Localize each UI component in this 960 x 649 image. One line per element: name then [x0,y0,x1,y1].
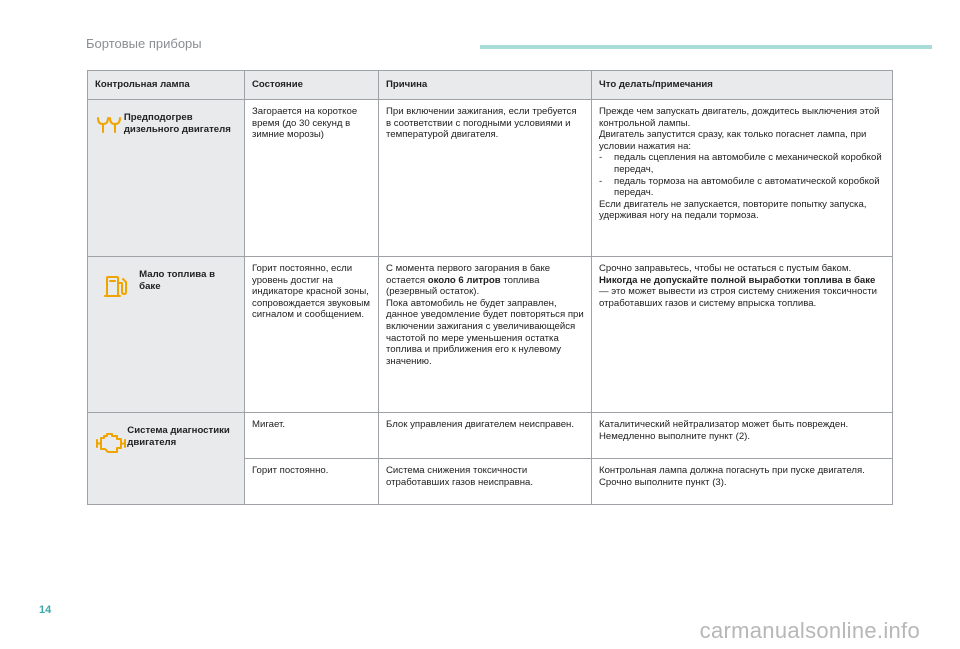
cause-cell: При включении зажигания, если требуется в соответствии с погодными условиями и температурой двигателя. [379,100,592,257]
glow-plug-icon [96,115,122,135]
action-text: — это может вывести из строя систему снижения токсичности отработавших газов и систему впрыска топлива. [599,286,877,309]
action-cell [592,100,893,257]
header-accent-bar [480,45,932,49]
column-header-state: Состояние [245,71,379,100]
state-cell: Горит постоянно, если уровень достиг на индикаторе красной зоны, сопровождается звуковым сигналом и сообщением. [245,257,379,413]
action-cell [592,257,893,413]
lamp-name: Предподогрев дизельного двигателя [123,112,231,135]
lamp-name: Система диагностики двигателя [127,425,230,448]
watermark: carmanualsonline.info [699,618,920,643]
action-text: Двигатель запустится сразу, как только погаснет лампа, при условии нажатия на: [599,129,867,152]
cause-highlight: около 6 литров [427,274,501,286]
page-number: 14 [39,604,52,616]
action-cell: Каталитический нейтрализатор может быть поврежден. Немедленно выполните пункт (2). [592,413,893,459]
table-row [88,100,893,257]
warning-lamps-table [87,70,893,505]
action-text: Срочно заправьтесь, чтобы не остаться с пустым баком. [599,263,852,274]
list-item: - педаль тормоза на автомобиле с автоматической коробкой передач. [599,175,880,199]
lamp-cell [88,257,245,413]
action-warning: Никогда не допускайте полной выработки топлива в баке [599,274,876,286]
cause-text: С момента первого загорания в баке остается [386,263,551,286]
action-cell: Контрольная лампа должна погаснуть при пуске двигателя. Срочно выполните пункт (3). [592,459,893,505]
lamp-name: Мало топлива в баке [139,269,215,292]
engine-icon [96,431,126,453]
section-title: Бортовые приборы [86,36,202,51]
state-cell: Горит постоянно. [245,459,379,505]
action-text: Прежде чем запускать двигатель, дождитесь выключения этой контрольной лампы. [599,106,880,129]
state-cell: Мигает. [245,413,379,459]
cause-cell: Блок управления двигателем неисправен. [379,413,592,459]
action-text: Если двигатель не запускается, повторите попытку запуска, удерживая ногу на педали тормоза. [599,198,867,222]
lamp-cell [88,100,245,257]
column-header-cause: Причина [379,71,592,100]
cause-text: Пока автомобиль не будет заправлен, данное уведомление будет повторяться при включении зажигания с увеличивающейся частотой по мере уменьшения остатка топлива и приближения его к нулевому значению. [386,297,584,367]
lamp-cell [88,413,245,505]
cause-cell: Система снижения токсичности отработавших газов неисправна. [379,459,592,505]
state-cell: Загорается на короткое время (до 30 секунд в зимние морозы) [245,100,379,257]
list-item: - педаль сцепления на автомобиле с механической коробкой передач, [599,152,882,175]
cause-text: топлива (резервный остаток). [386,274,540,298]
column-header-lamp: Контрольная лампа [88,71,245,100]
fuel-pump-icon [104,275,130,299]
cause-cell [379,257,592,413]
table-header-row [88,71,893,100]
table-row [88,257,893,413]
column-header-action: Что делать/примечания [592,71,893,100]
table-row [88,413,893,459]
